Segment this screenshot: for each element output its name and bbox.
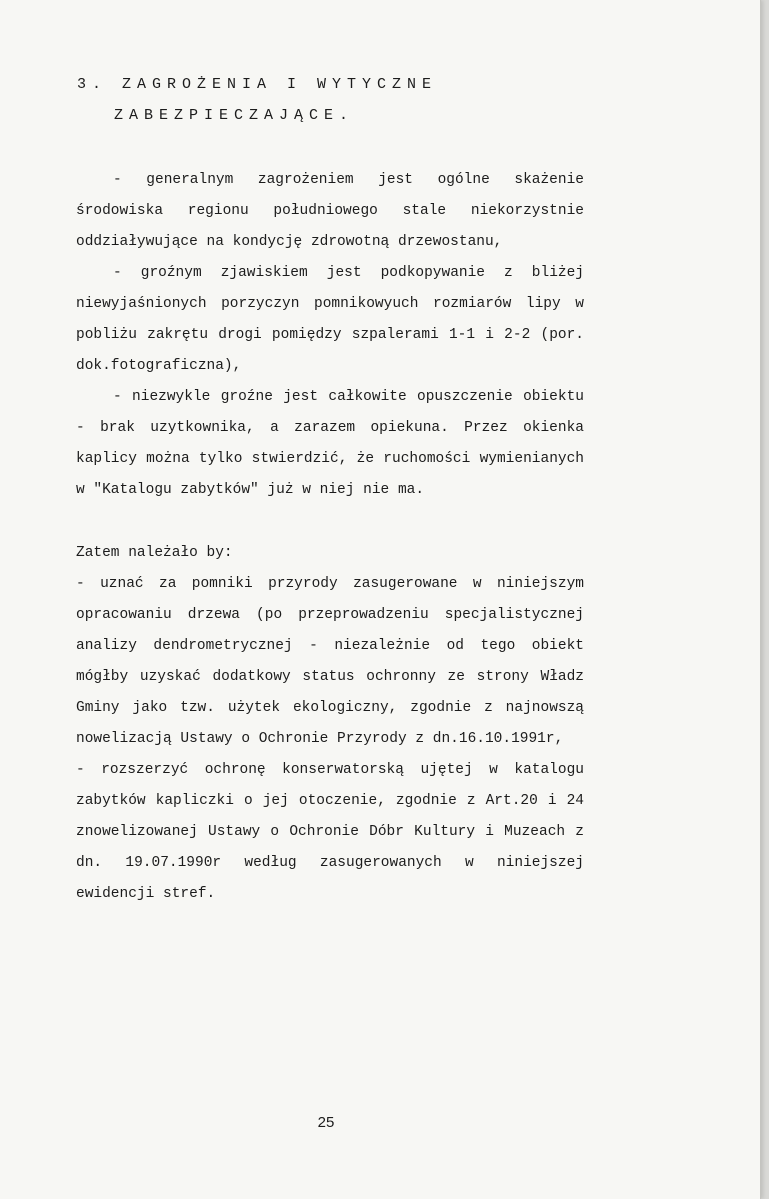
section-heading-line-1: 3. ZAGROŻENIA I WYTYCZNE [77, 76, 438, 93]
page-number: 25 [317, 1114, 335, 1131]
threat-paragraph: - generalnym zagrożeniem jest ogólne skażenie środowiska regionu południowego stale niekorzystnie oddziaływujące na kondycję zdrowotną drzewostanu, [76, 172, 584, 250]
section-heading-line-2: ZABEZPIECZAJĄCE. [114, 107, 355, 124]
threat-paragraph: - niezwykle groźne jest całkowite opuszczenie obiektu - brak uzytkownika, a zarazem opiekuna. Przez okienka kaplicy można tylko stwierdzić, że ruchomości wymienianych w "Katalogu zabytków" już w niej nie ma. [76, 389, 584, 498]
recommendation-item: - rozszerzyć ochronę konserwatorską ujętej w katalogu zabytków kapliczki o jej otoczenie, zgodnie z Art.20 i 24 znowelizowanej Ustawy o Ochronie Dóbr Kultury i Muzeach z dn. 19.07.1990r według zasugerowanych w niniejszej ewidencji stref. [76, 762, 584, 902]
recommendation-item: - uznać za pomniki przyrody zasugerowane w niniejszym opracowaniu drzewa (po przeprowadzeniu specjalistycznej analizy dendrometrycznej - niezależnie od tego obiekt mógłby uzyskać dodatkowy status ochronny ze strony Władz Gminy jako tzw. użytek ekologiczny, zgodnie z najnowszą nowelizacją Ustawy o Ochronie Przyrody z dn.16.10.1991r, [76, 576, 584, 747]
recommendations-intro: Zatem należało by: [76, 545, 233, 561]
threat-paragraph: - groźnym zjawiskiem jest podkopywanie z bliżej niewyjaśnionych porzyczyn pomnikowyuch rozmiarów lipy w pobliżu zakrętu drogi pomiędzy szpalerami 1-1 i 2-2 (por. dok.fotograficzna), [76, 265, 584, 374]
document-body [76, 165, 584, 910]
paragraph-gap [76, 506, 584, 538]
